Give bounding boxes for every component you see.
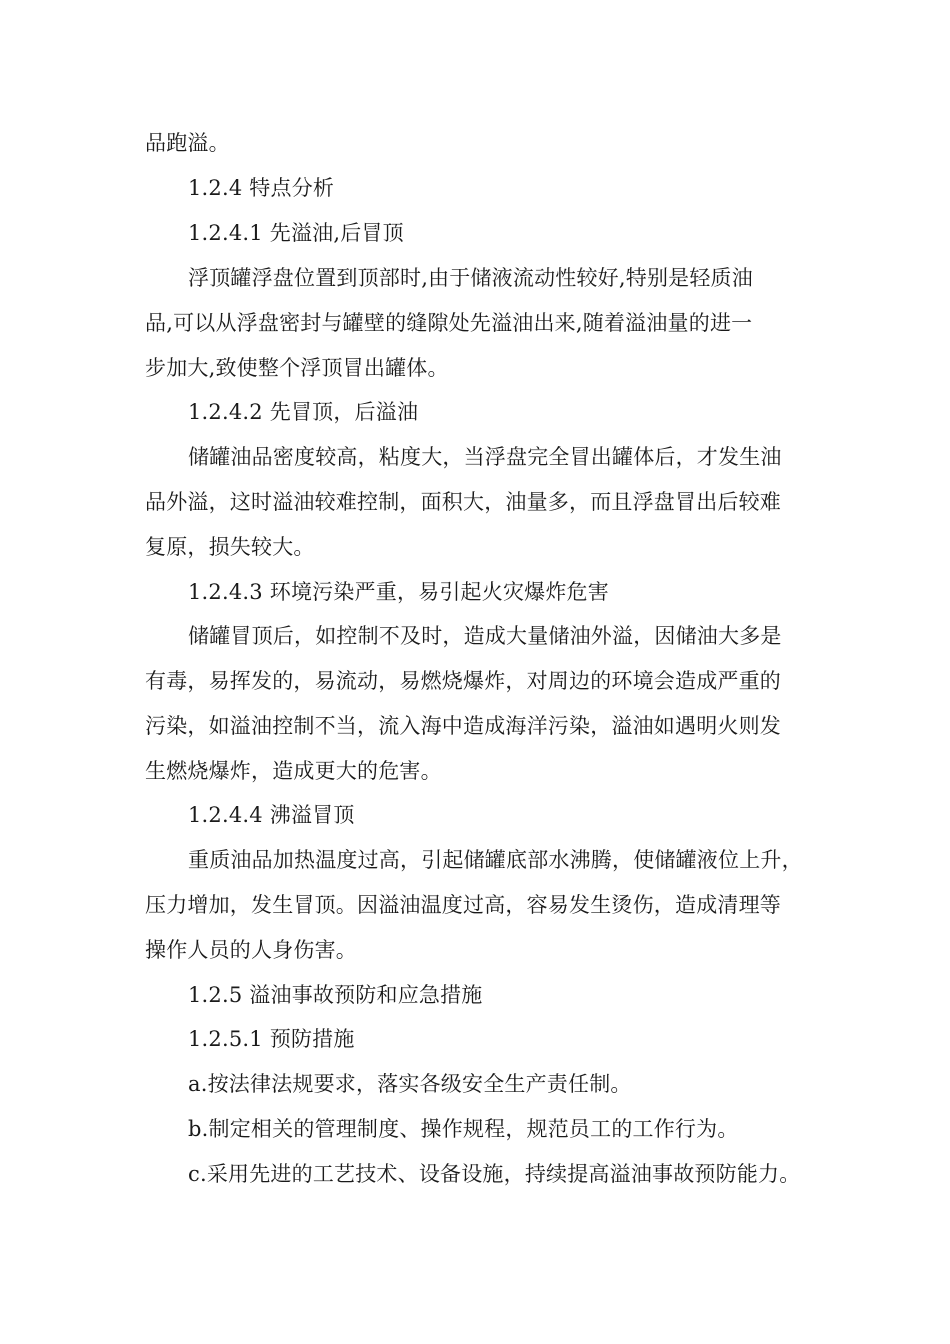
paragraph-line: 操作人员的人身伤害。	[145, 938, 357, 962]
paragraph-line: 生燃烧爆炸，造成更大的危害。	[145, 759, 442, 783]
paragraph-line: 污染，如溢油控制不当，流入海中造成海洋污染，溢油如遇明火则发	[145, 714, 781, 738]
section-heading-1-2-4-2: 1.2.4.2 先冒顶，后溢油	[188, 400, 419, 424]
paragraph-line: 品,可以从浮盘密封与罐壁的缝隙处先溢油出来,随着溢油量的进一	[145, 311, 753, 335]
section-heading-1-2-5-1: 1.2.5.1 预防措施	[188, 1027, 355, 1051]
paragraph-line: 储罐油品密度较高，粘度大，当浮盘完全冒出罐体后，才发生油	[188, 445, 782, 469]
paragraph-line: 步加大,致使整个浮顶冒出罐体。	[145, 356, 449, 380]
paragraph-line: 储罐冒顶后，如控制不及时，造成大量储油外溢，因储油大多是	[188, 624, 782, 648]
paragraph-line: 压力增加，发生冒顶。因溢油温度过高，容易发生烫伤，造成清理等	[145, 893, 781, 917]
paragraph-line: 浮顶罐浮盘位置到顶部时,由于储液流动性较好,特别是轻质油	[188, 266, 753, 290]
list-item-a: a.按法律法规要求，落实各级安全生产责任制。	[188, 1072, 632, 1096]
paragraph-continuation-line: 品跑溢。	[145, 131, 230, 155]
paragraph-line: 复原，损失较大。	[145, 535, 315, 559]
section-heading-1-2-4-3: 1.2.4.3 环境污染严重，易引起火灾爆炸危害	[188, 580, 609, 604]
paragraph-line: 重质油品加热温度过高，引起储罐底部水沸腾，使储罐液位上升，	[188, 848, 803, 872]
section-heading-1-2-4-1: 1.2.4.1 先溢油,后冒顶	[188, 221, 404, 245]
section-heading-1-2-4: 1.2.4 特点分析	[188, 176, 335, 200]
paragraph-line: 品外溢，这时溢油较难控制，面积大，油量多，而且浮盘冒出后较难	[145, 490, 781, 514]
list-item-b: b.制定相关的管理制度、操作规程，规范员工的工作行为。	[188, 1117, 739, 1141]
paragraph-line: 有毒，易挥发的，易流动，易燃烧爆炸，对周边的环境会造成严重的	[145, 669, 781, 693]
list-item-c: c.采用先进的工艺技术、设备设施，持续提高溢油事故预防能力。	[188, 1162, 801, 1186]
section-heading-1-2-4-4: 1.2.4.4 沸溢冒顶	[188, 803, 355, 827]
section-heading-1-2-5: 1.2.5 溢油事故预防和应急措施	[188, 983, 483, 1007]
